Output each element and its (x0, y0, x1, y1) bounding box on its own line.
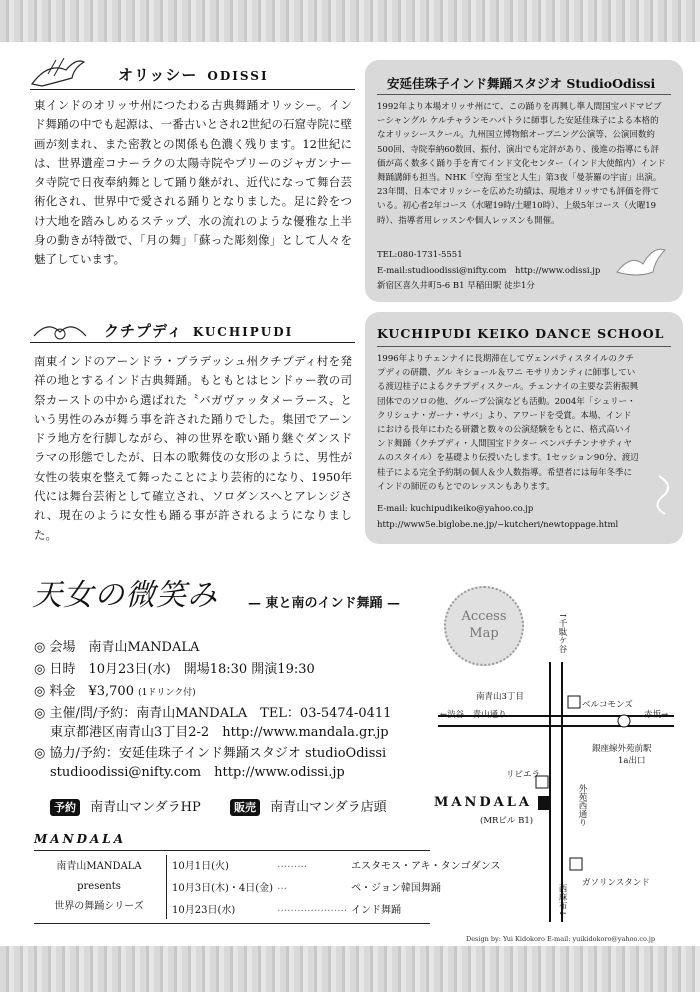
bird-ornament-icon (613, 242, 669, 288)
map-mandala: MANDALA (434, 795, 532, 810)
map-bell: ベルコモンズ (582, 700, 633, 710)
divider (377, 346, 671, 347)
odissi-tel: TEL:080-1731-5551 (377, 250, 463, 260)
kuchipudi-rule (30, 342, 355, 343)
sale-text: 南青山マンダラ店頭 (270, 800, 387, 815)
kuchipudi-url[interactable]: http://www5e.biglobe.ne.jp/~kutcheri/newtoppage.html (377, 520, 619, 530)
map-nishiazabu: 西麻布↓ (557, 884, 567, 917)
date: ◎ 日時 10月23日(水) 開場18:30 開演19:30 (34, 662, 315, 677)
mandala-logo: MANDALA (34, 832, 127, 846)
odissi-school-description: 1992年より本場オリッサ州にて、この踊りを再興し準人間国宝パドマビブーシャングル ケルチャランモハパトラに師事した安延佳珠子による本格的なオリッシースクール。九州国立博物館オープニング公演等、公演回数約500回、寺院奉納60数回、振付、演出でも定評があり、後進の指導にも評価が高く数多く踊り手を育てインド文化センター（インド大使館内）インド舞踊講師も担当。NHK「空海 至宝と人生」第3夜「曼荼羅の宇宙」出演。23年間、日本でオリッシーを広めた功績は、現地オリッサでも評価を得ている。初心者2年コース（水曜19時/土曜10時）、上級5年コース（火曜19時）、指導者用レッスンや個人レッスンも開催。 (377, 102, 666, 226)
reserve-text: 南青山マンダラHP (90, 800, 201, 815)
venue: ◎ 会場 南青山MANDALA (34, 640, 200, 655)
schedule-row: 10月3日(木)・4日(金) … ペ・ジョン韓国舞踊 (172, 880, 441, 894)
odissi-email[interactable]: E-mail:studioodissi@nifty.com http://www.odissi.jp (377, 266, 601, 276)
odissi-paragraph: 東インドのオリッサ州につたわる古典舞踊オリッシー。インド舞踊の中でも起源は、一番古いとされ2世紀の石窟寺院に壁画が刻まれ、また密教との関係も色濃く残ります。12世紀には、世界遺産コナーラクの太陽寺院やプリーのジャガンナータ寺院で日夜奉納舞として踊り継がれ、近代になって舞台芸術化され、世界中で愛される踊りとなりました。足に鈴をつけ大地を踏みしめるステップ、水の流れのような優雅な上半身の動きが特徴で、「月の舞」「蘇った彫刻像」として人々を魅了しています。 (34, 98, 352, 267)
kuchipudi-email[interactable]: E-mail: kuchipudikeiko@yahoo.co.jp (377, 504, 534, 514)
divider (166, 855, 167, 919)
map-exit: 1a出口 (618, 756, 646, 766)
bottom-ornament-band (0, 946, 700, 992)
odissi-title: オリッシー ODISSI (118, 66, 269, 84)
sale-badge: 販売 (230, 799, 260, 816)
fee: ◎ 料金 ¥3,700 (1ドリンク付) (34, 684, 196, 699)
cooperation: ◎ 協力/予約：安延佳珠子インド舞踊スタジオ studioOdissi (34, 746, 387, 761)
swirl-ornament-icon (641, 472, 677, 518)
map-akasaka: 赤坂→ (644, 710, 669, 720)
kuchipudi-title: クチプディ KUCHIPUDI (104, 322, 294, 340)
series-presenter: 南青山MANDALA presents 世界の舞踊シリーズ (54, 861, 144, 912)
kuchipudi-school-box (365, 312, 683, 544)
map-gaien: 外苑西通り (577, 784, 587, 827)
map-ginza: 銀座線外苑前駅 (592, 744, 652, 754)
kuchipudi-school-description: 1996年よりチェンナイに長期滞在してヴェンパティスタイルのクチプディの研鑽、グル キショール＆ワニ モサリカンティに師事している渡辺桂子によるクチプディスクール。チェンナイの主要な芸術振興団体でのソロの他、グループ公演なども活動。2004年「シュリー・クリシュナ・ガーナ・サバ」より、アワードを受賞。本場、インドにおける長年にわたる研鑽と数々の公演経験をもとに、格式高いインド舞踊（クチプディ・人間国宝ドクター ベンパチチンナサティヤムのスタイル）を基礎より伝授いたします。1セッション90分、渡辺桂子による完全予約制の個人＆少人数指導。希望者には毎年冬季にインドの師匠のもとでのレッスンもあります。 (377, 354, 639, 492)
map-minami3: 南青山3丁目 (476, 692, 524, 702)
sale-row (230, 796, 387, 815)
organizer-address: 東京都港区南青山3丁目2-2 http://www.mandala.gr.jp (50, 725, 389, 740)
reservation-row (50, 796, 201, 815)
cooperation-contact: studioodissi@nifty.com http://www.odissi.jp (50, 765, 345, 780)
map-mandala-sub: (MRビル B1) (480, 816, 534, 826)
kuchipudi-paragraph: 南東インドのアーンドラ・プラデッシュ州クチプディ村を発祥の地とするインド古典舞踊。もともとはヒンドゥー教の司祭カーストの中から選ばれた〝バガヴァッタメーラース〟という男性のみが舞う事を許された踊りでした。集団でアーンドラ地方を行脚しながら、神の世界を歌い踊り継ぐダンスドラマの形態でしたが、日本の歌舞伎の女形のように、男性が女性の装束を整えて舞ったことにより芸術的になり、1950年代には舞台芸術として確立され、ソロダンスへとアレンジされ、現在のように女性も踊る事が許されるようになりました。 (34, 354, 352, 542)
event-subtitle: — 東と南のインド舞踊 — (248, 596, 401, 611)
organizer: ◎ 主催/問/予約：南青山MANDALA TEL：03-5474-0411 (34, 706, 392, 721)
schedule-row: 10月1日(火) ……… エスタモス・アキ・タンゴダンス (172, 858, 501, 872)
design-credit: Design by: Yui Kidokoro E-mail: yuikidokoro@yahoo.co.jp (466, 935, 656, 943)
series-box (34, 850, 501, 924)
schedule-row: 10月23日(水) ………………… インド舞踊 (172, 902, 402, 916)
map-shibuya: ←渋谷 青山通り (440, 710, 507, 720)
odissi-rule (30, 89, 355, 90)
odissi-address: 新宿区喜久井町5-6 B1 早稲田駅 徒歩1分 (377, 281, 535, 291)
map-livita: リビエラ (506, 770, 541, 780)
odissi-school-box (365, 60, 683, 302)
divider (377, 94, 671, 95)
kuchipudi-school-name: KUCHIPUDI KEIKO DANCE SCHOOL (377, 326, 665, 341)
odissi-school-name: 安延佳珠子インド舞踊スタジオ StudioOdissi (387, 76, 656, 91)
top-ornament-band (0, 0, 700, 42)
event-title: 天女の微笑み (32, 578, 218, 613)
map-gas: ガソリンスタンド (582, 878, 650, 888)
reserve-badge: 予約 (50, 799, 80, 816)
access-map-badge: Access Map (444, 586, 524, 666)
bird-ornament-icon (28, 52, 88, 92)
map-sendagaya: ↑千駄ケ谷 (557, 612, 567, 654)
